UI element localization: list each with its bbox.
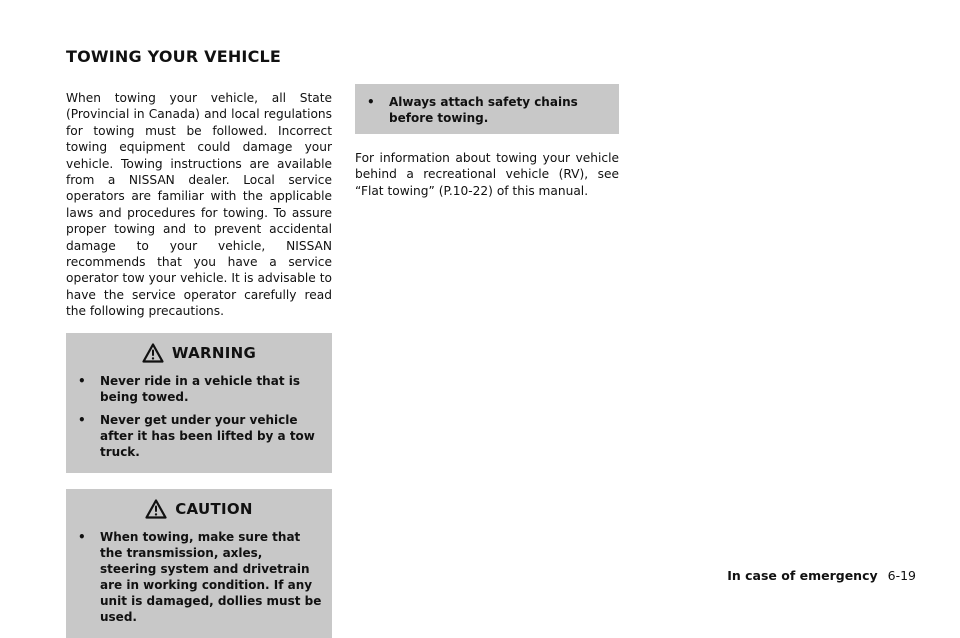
page-number: 6-19: [887, 568, 916, 583]
caution-item-text: When towing, make sure that the transmission, axles, steering system and drivetrain are in working condition. If any unit is damaged, dollies must be used.: [100, 529, 322, 624]
warning-list: [76, 373, 322, 460]
bullet-icon: •: [367, 95, 375, 109]
warning-box: [66, 333, 332, 473]
warning-item-text: Never ride in a vehicle that is being towed.: [100, 373, 300, 404]
bullet-icon: •: [78, 412, 86, 427]
bullet-icon: •: [78, 529, 86, 544]
page-footer: [727, 568, 916, 583]
warning-title: WARNING: [171, 343, 257, 362]
rv-towing-paragraph: For information about towing your vehicle behind a recreational vehicle (RV), see “Flat towing” (P.10-22) of this manual.: [355, 151, 619, 198]
warning-item: [76, 373, 322, 405]
safety-item: [365, 94, 609, 126]
caution-list: [76, 529, 322, 625]
warning-item-text: Never get under your vehicle after it has been lifted by a tow truck.: [100, 412, 315, 459]
left-column: [66, 90, 332, 638]
bullet-icon: •: [78, 373, 86, 388]
footer-section-label: In case of emergency: [727, 568, 878, 583]
intro-paragraph: When towing your vehicle, all State (Provincial in Canada) and local regulations for towing must be followed. Incorrect towing equipment could damage your vehicle. Towing instructions are available from a NISSAN dealer. Local service operators are familiar with the applicable laws and procedures for towing. To assure proper towing and to prevent accidental damage to your vehicle, NISSAN recommends that you have a service operator tow your vehicle. It is advisable to have the service operator carefully read the following precautions.: [66, 91, 332, 319]
caution-header: [76, 497, 322, 529]
right-column: [355, 84, 619, 199]
safety-item-text: Always attach safety chains before towing.: [389, 95, 578, 125]
safety-chains-box: [355, 84, 619, 134]
warning-header: [76, 341, 322, 373]
caution-box: [66, 489, 332, 638]
page-title: TOWING YOUR VEHICLE: [66, 47, 282, 66]
caution-item: [76, 529, 322, 625]
caution-title: CAUTION: [175, 499, 253, 518]
warning-triangle-icon: [142, 343, 164, 363]
safety-list: [365, 94, 609, 126]
warning-item: [76, 412, 322, 460]
warning-triangle-icon: [145, 499, 167, 519]
